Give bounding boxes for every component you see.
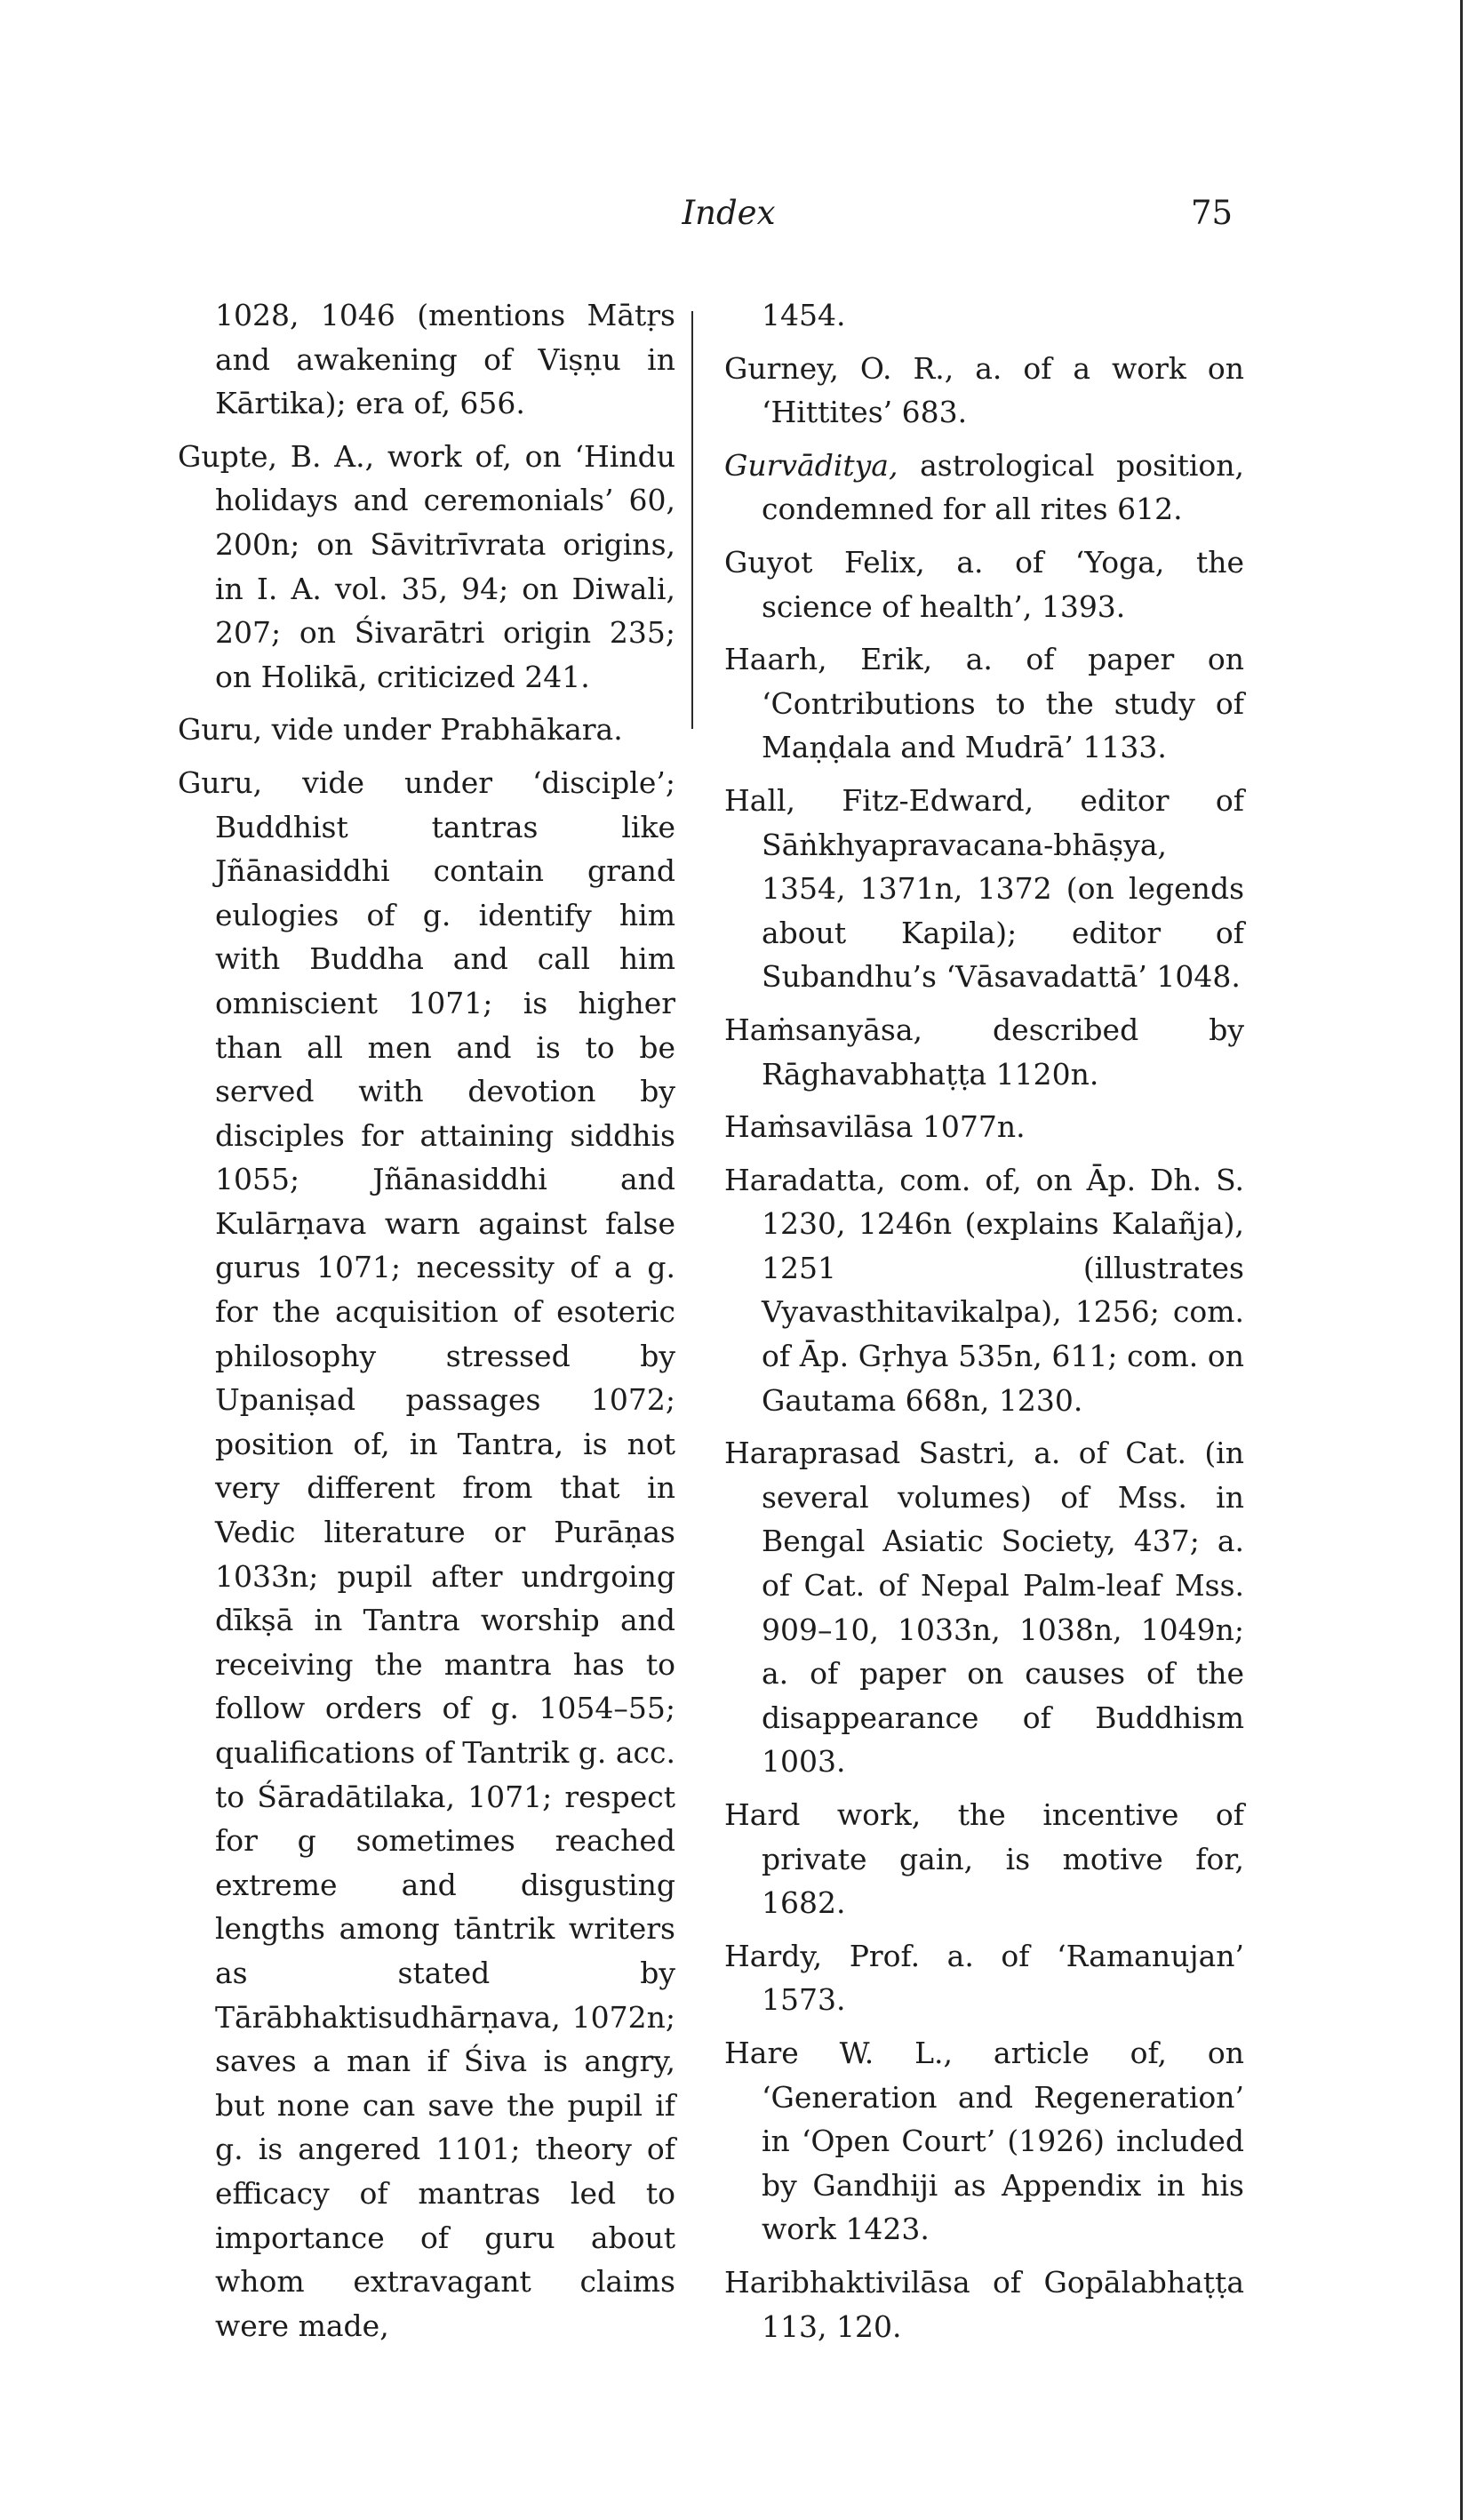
index-entry: 1454. (762, 298, 846, 332)
index-entry: Hall, Fitz-Edward, editor of Sāṅkhyapravacana-bhāṣya, 1354, 1371n, 1372 (on legends about Kapila); editor of Subandhu’s ‘Vāsavadattā’ 1048. (724, 782, 1244, 995)
index-entry: Haradatta, com. of, on Āp. Dh. S. 1230, 1246n (explains Kalañja), 1251 (illustrates Vyavasthitavikalpa), 1256; com. of Āp. Gṛhya 535n, 611; com. on Gautama 668n, 1230. (724, 1162, 1244, 1418)
index-entry: Guru, vide under ‘disciple’; Buddhist tantras like Jñānasiddhi contain grand eulogies of g. identify him with Buddha and call him omniscient 1071; is higher than all men and is to be served with devotion by disciples for attaining siddhis 1055; Jñānasiddhi and Kulārṇava warn against false gurus 1071; necessity of a g. for the acquisition of esoteric philosophy stressed by Upaniṣad passages 1072; position of, in Tantra, is not very different from that in Vedic literature or Purāṇas 1033n; pupil after undrgoing dīkṣā in Tantra worship and receiving the mantra has to follow orders of g. 1054–55; qualifications of Tantrik g. acc. to Śāradātilaka, 1071; respect for g sometimes reached extreme and disgusting lengths among tāntrik writers as stated by Tārābhaktisudhārṇava, 1072n; saves a man if Śiva is angry, but none can save the pupil if g. is angered 1101; theory of efficacy of mantras led to importance of guru about whom extravagant claims were made, (178, 764, 675, 2343)
index-entry: Gurney, O. R., a. of a work on ‘Hittites’ 683. (724, 350, 1244, 430)
index-entry: Haarh, Erik, a. of paper on ‘Contributions to the study of Maṇḍala and Mudrā’ 1133. (724, 642, 1244, 765)
page-number: 75 (1191, 194, 1233, 232)
index-entry: 1028, 1046 (mentions Mātṛs and awakening of Viṣṇu in Kārtika); era of, 656. (215, 298, 675, 421)
index-entry: Hare W. L., article of, on ‘Generation and Regeneration’ in ‘Open Court’ (1926) included by Gandhiji as Appendix in his work 1423. (724, 2035, 1244, 2247)
index-entry: Hardy, Prof. a. of ‘Ramanujan’ 1573. (724, 1938, 1244, 2018)
index-entry: Guru, vide under Prabhākara. (178, 712, 623, 748)
index-headword: Gurvāditya, (724, 447, 898, 483)
index-entry: Guyot Felix, a. of ‘Yoga, the science of health’, 1393. (724, 544, 1244, 624)
index-entry: Haribhaktivilāsa of Gopālabhaṭṭa 113, 120. (724, 2264, 1244, 2344)
index-column-left (178, 293, 675, 2356)
index-entry-text: astrological position, condemned for all rites 612. (762, 447, 1244, 527)
index-entry (724, 444, 1244, 532)
column-divider (691, 311, 693, 729)
index-entry: Gupte, B. A., work of, on ‘Hindu holidays and ceremonials’ 60, 200n; on Sāvitrīvrata origins, in I. A. vol. 35, 94; on Diwali, 207; on Śivarātri origin 235; on Holikā, criticized 241. (178, 438, 675, 694)
index-column-right (724, 293, 1244, 2357)
page-edge-rule (1460, 0, 1463, 2520)
index-entry: Hard work, the incentive of private gain, is motive for, 1682. (724, 1797, 1244, 1921)
running-header-title: Index (682, 194, 776, 232)
index-entry: Haraprasad Sastri, a. of Cat. (in several volumes) of Mss. in Bengal Asiatic Society, 437; a. of Cat. of Nepal Palm-leaf Mss. 909–10, 1033n, 1038n, 1049n; a. of paper on causes of the disappearance of Buddhism 1003. (724, 1436, 1244, 1780)
index-entry: Haṁsanyāsa, described by Rāghavabhaṭṭa 1120n. (724, 1012, 1244, 1092)
index-entry: Haṁsavilāsa 1077n. (724, 1109, 1026, 1145)
